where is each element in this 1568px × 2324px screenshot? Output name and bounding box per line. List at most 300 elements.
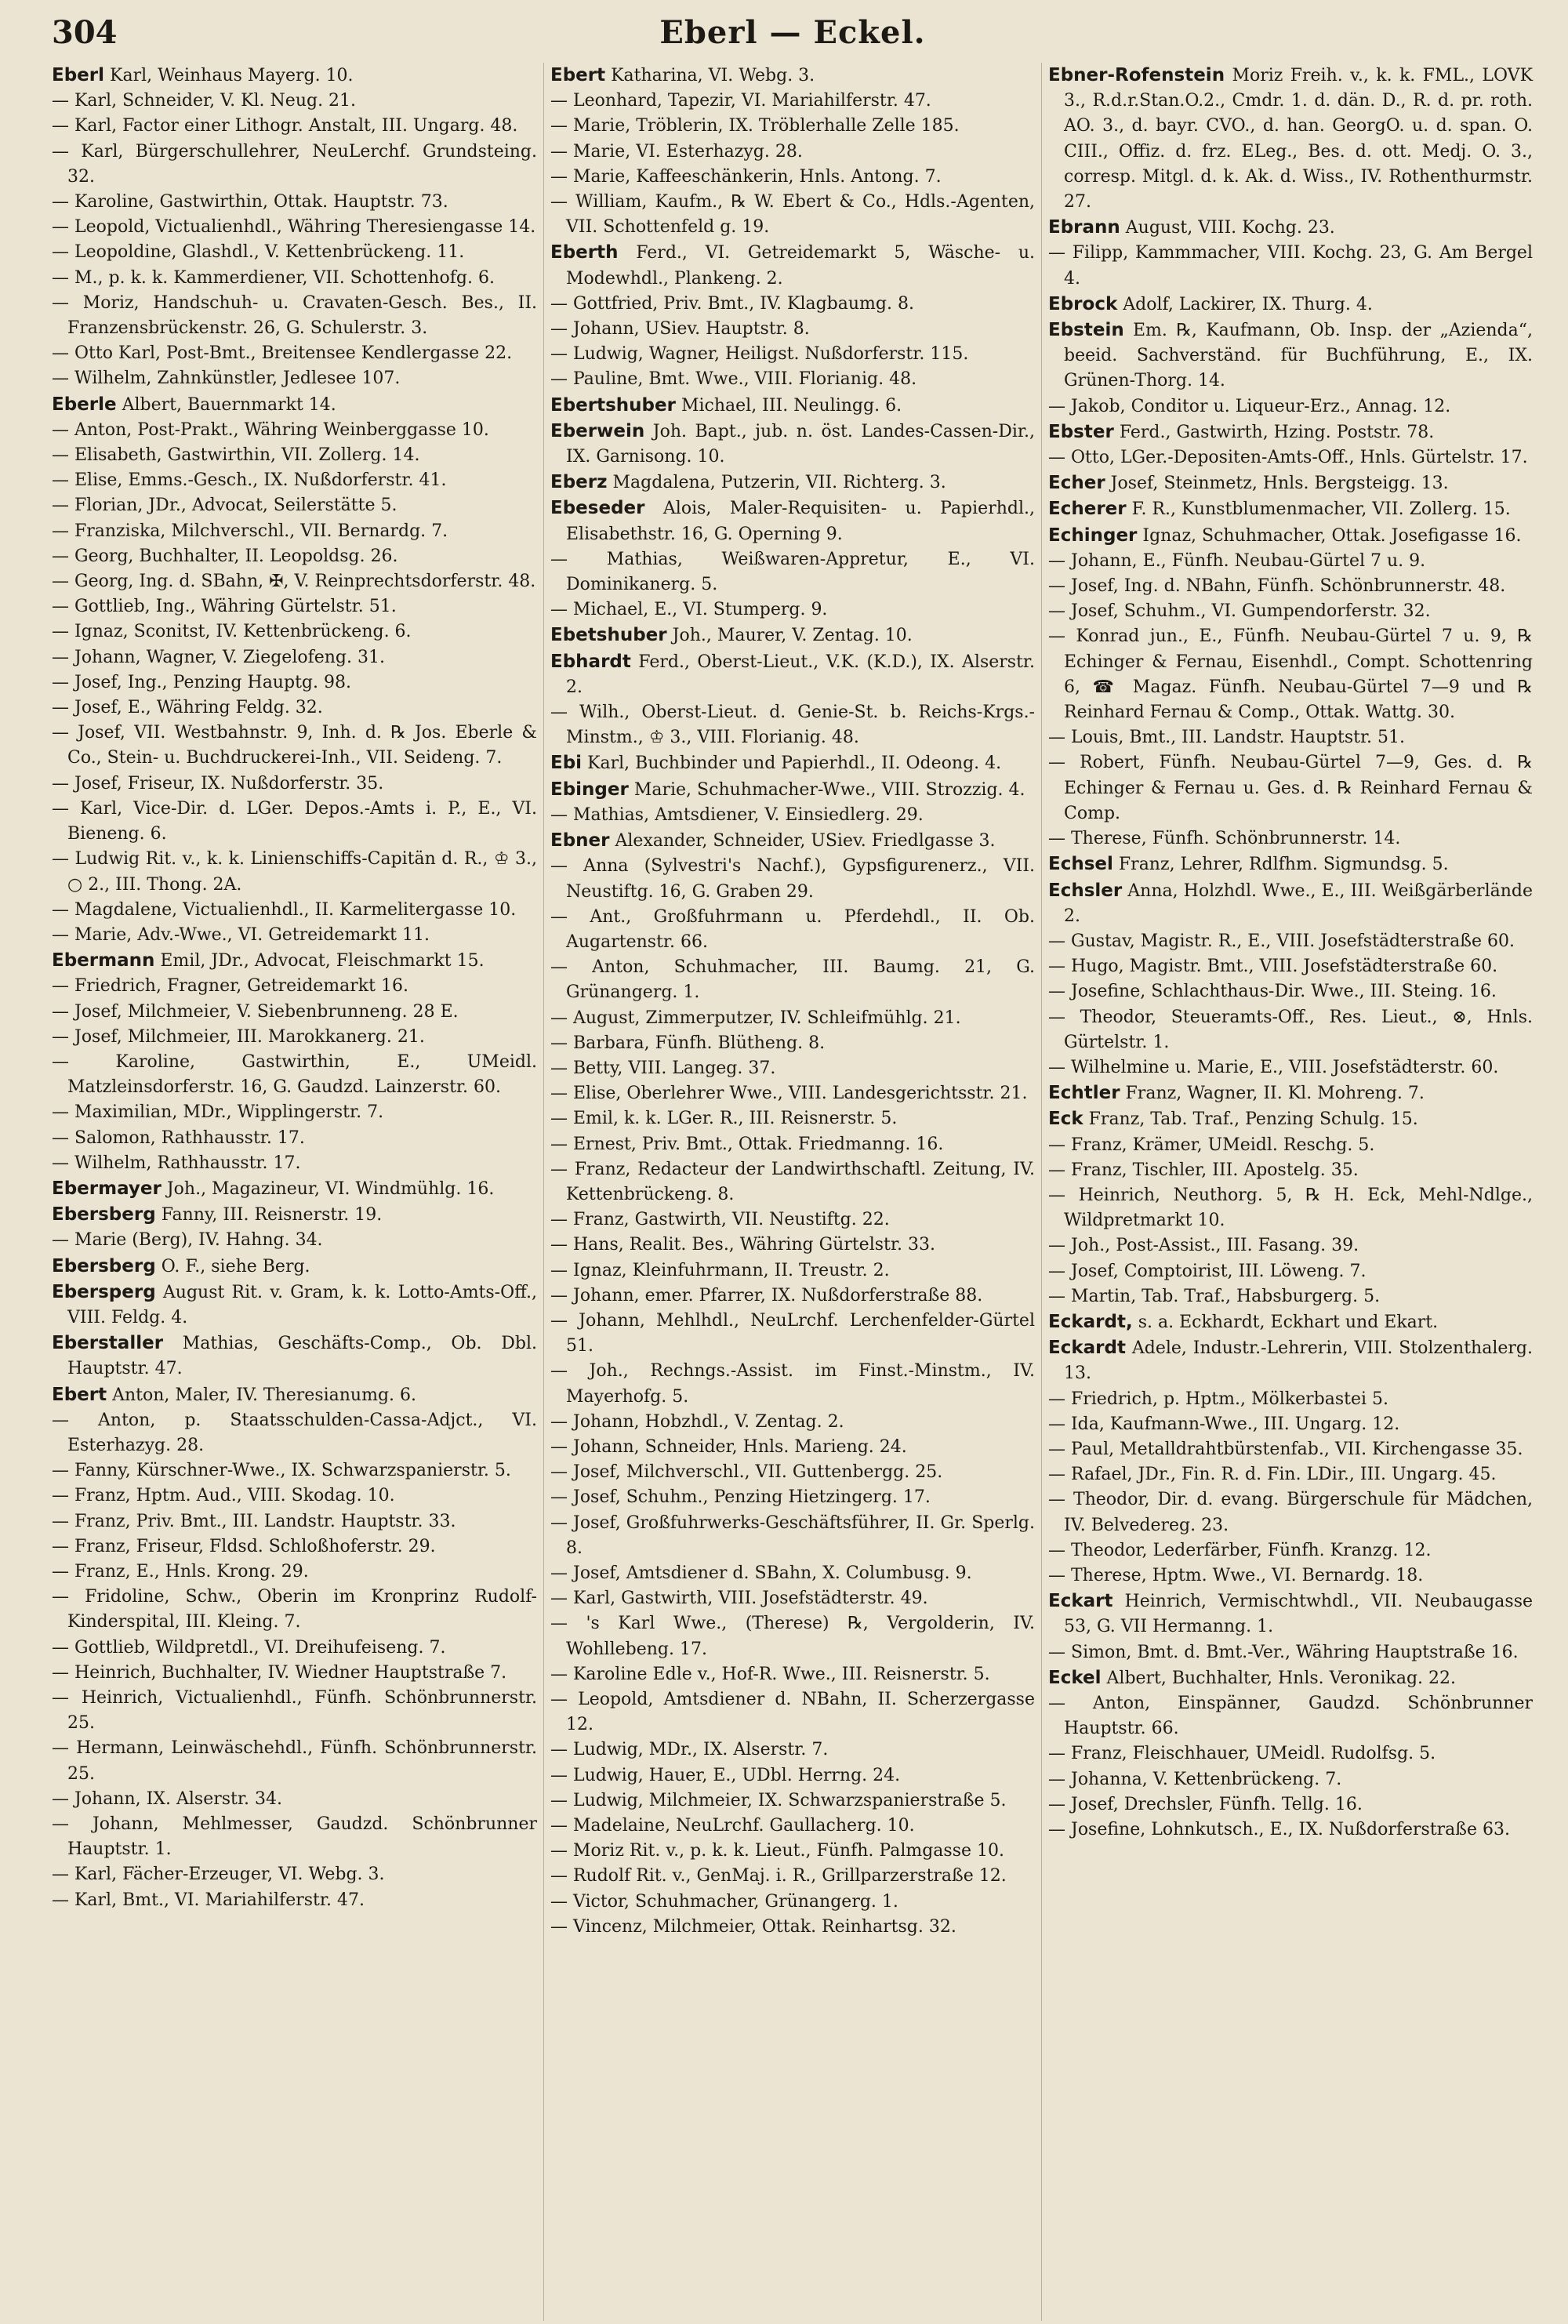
directory-entry bbox=[52, 519, 537, 544]
entry-text: — Ignaz, Kleinfuhrmann, II. Treustr. 2. bbox=[550, 1260, 890, 1280]
entry-text: — Johann, Mehlmesser, Gaudzd. Schönbrunner Hauptstr. 1. bbox=[52, 1814, 537, 1860]
entry-text: s. a. Eckhardt, Eckhart und Ekart. bbox=[1138, 1312, 1439, 1332]
directory-entry bbox=[52, 1888, 537, 1913]
directory-entry bbox=[52, 1661, 537, 1686]
directory-entry bbox=[550, 342, 1035, 367]
entry-surname: Ebster bbox=[1048, 421, 1114, 442]
entry-surname: Eck bbox=[1048, 1109, 1083, 1130]
directory-entry bbox=[550, 1207, 1035, 1233]
entry-surname: Eckart bbox=[1048, 1591, 1113, 1612]
entry-text: — Josef, Ing. d. NBahn, Fünfh. Schönbrunnerstr. 48. bbox=[1048, 576, 1506, 597]
directory-entry bbox=[1048, 852, 1533, 877]
entry-surname: Ebert bbox=[550, 65, 606, 85]
directory-entry bbox=[52, 645, 537, 670]
directory-entry bbox=[52, 721, 537, 771]
entry-text: — Franz, Krämer, UMeidl. Reschg. 5. bbox=[1048, 1135, 1375, 1155]
directory-entry bbox=[550, 140, 1035, 165]
directory-entry bbox=[52, 392, 537, 418]
directory-entry bbox=[1048, 292, 1533, 318]
entry-text: Adele, Industr.-Lehrerin, VIII. Stolzenthalerg. 13. bbox=[1064, 1338, 1533, 1384]
entry-text: — Wilhelmine u. Marie, E., VIII. Josefstädterstr. 60. bbox=[1048, 1057, 1499, 1077]
entry-surname: Echerer bbox=[1048, 499, 1127, 520]
entry-text: — Joh., Post-Assist., III. Fasang. 39. bbox=[1048, 1236, 1359, 1256]
directory-entry bbox=[550, 1258, 1035, 1284]
entry-text: — Karl, Schneider, V. Kl. Neug. 21. bbox=[52, 91, 357, 111]
entry-text: — Gottlieb, Ing., Währing Gürtelstr. 51. bbox=[52, 597, 397, 617]
directory-entry bbox=[52, 923, 537, 948]
page-number: 304 bbox=[52, 14, 118, 51]
entry-text: — Franz, Tischler, III. Apostelg. 35. bbox=[1048, 1160, 1359, 1180]
entry-text: — Anton, Schuhmacher, III. Baumg. 21, G. Grünangerg. 1. bbox=[550, 957, 1035, 1003]
directory-entry bbox=[52, 1636, 537, 1661]
entry-text: — Franz, Priv. Bmt., III. Landstr. Hauptstr. 33. bbox=[52, 1511, 456, 1531]
entry-text: — 's Karl Wwe., (Therese) ℞, Vergolderin, IV. Wohllebeng. 17. bbox=[550, 1614, 1035, 1659]
entry-text: — Hans, Realit. Bes., Währing Gürtelstr. 33. bbox=[550, 1235, 935, 1255]
entry-text: Emil, JDr., Advocat, Fleischmarkt 15. bbox=[160, 951, 485, 971]
entry-text: — Vincenz, Milchmeier, Ottak. Reinhartsg. 32. bbox=[550, 1916, 956, 1937]
directory-entry bbox=[52, 772, 537, 797]
entry-text: — Josef, Großfuhrwerks-Geschäftsführer, II. Gr. Sperlg. 8. bbox=[550, 1512, 1035, 1558]
directory-entry bbox=[550, 1864, 1035, 1889]
directory-entry bbox=[52, 1408, 537, 1458]
directory-entry bbox=[550, 1561, 1035, 1586]
entry-text: — Franz, Hptm. Aud., VIII. Skodag. 10. bbox=[52, 1486, 395, 1506]
entry-text: — Moriz, Handschuh- u. Cravaten-Gesch. Bes., II. Franzensbrückenstr. 26, G. Schulerstr. 3. bbox=[52, 292, 537, 339]
directory-entry bbox=[550, 828, 1035, 854]
entry-text: — Marie, Tröblerin, IX. Tröblerhalle Zelle 185. bbox=[550, 116, 960, 136]
entry-text: — Josef, Schuhm., Penzing Hietzingerg. 17. bbox=[550, 1487, 931, 1508]
entry-text: — Wilhelm, Rathhausstr. 17. bbox=[52, 1153, 301, 1173]
entry-text: — Josef, Milchmeier, V. Siebenbrunneng. 28 E. bbox=[52, 1001, 459, 1022]
directory-entry bbox=[52, 1228, 537, 1253]
entry-text: — Ludwig Rit. v., k. k. Linienschiffs-Capitän d. R., ♔ 3., ○ 2., III. Thong. 2A. bbox=[52, 849, 537, 895]
entry-text: Franz, Lehrer, Rdlfhm. Sigmundsg. 5. bbox=[1118, 855, 1449, 875]
directory-entry bbox=[1048, 1665, 1533, 1691]
directory-entry bbox=[52, 1534, 537, 1560]
entry-surname: Ebertshuber bbox=[550, 394, 676, 416]
entry-surname: Ebersberg bbox=[52, 1255, 156, 1276]
entry-text: — Betty, VIII. Langeg. 37. bbox=[550, 1058, 776, 1078]
entry-surname: Eberl bbox=[52, 65, 105, 85]
directory-entry bbox=[1048, 215, 1533, 241]
entry-text: — Heinrich, Neuthorg. 5, ℞ H. Eck, Mehl-Ndlge., Wildpretmarkt 10. bbox=[1048, 1185, 1533, 1231]
directory-entry bbox=[550, 597, 1035, 623]
directory-entry bbox=[550, 292, 1035, 317]
directory-entry bbox=[52, 114, 537, 139]
directory-entry bbox=[550, 1611, 1035, 1661]
directory-entry bbox=[1048, 318, 1533, 394]
entry-surname: Ebstein bbox=[1048, 320, 1124, 341]
directory-entry bbox=[52, 240, 537, 265]
entry-text: — Gustav, Magistr. R., E., VIII. Josefstädterstraße 60. bbox=[1048, 931, 1515, 951]
entry-text: Marie, Schuhmacher-Wwe., VIII. Strozzig. 4. bbox=[633, 779, 1025, 800]
entry-text: — Josef, Milchmeier, III. Marokkanerg. 21. bbox=[52, 1026, 425, 1047]
directory-entry bbox=[550, 89, 1035, 114]
directory-entry bbox=[550, 803, 1035, 828]
directory-entry bbox=[550, 470, 1035, 496]
entry-text: — Salomon, Rathhausstr. 17. bbox=[52, 1128, 305, 1148]
entry-text: — Fanny, Kürschner-Wwe., IX. Schwarzspanierstr. 5. bbox=[52, 1461, 511, 1481]
entry-surname: Eckel bbox=[1048, 1667, 1102, 1688]
entry-surname: Eberth bbox=[550, 242, 619, 263]
directory-entry bbox=[550, 1485, 1035, 1510]
entry-text: — Johann, E., Fünfh. Neubau-Gürtel 7 u. 9. bbox=[1048, 550, 1426, 571]
directory-entry bbox=[52, 670, 537, 695]
entry-text: — Therese, Fünfh. Schönbrunnerstr. 14. bbox=[1048, 829, 1401, 849]
entry-text: Franz, Wagner, II. Kl. Mohreng. 7. bbox=[1125, 1084, 1425, 1104]
directory-entry bbox=[52, 594, 537, 619]
directory-entry bbox=[1048, 954, 1533, 979]
entry-text: — Karl, Bmt., VI. Mariahilferstr. 47. bbox=[52, 1890, 365, 1910]
directory-entry bbox=[52, 493, 537, 518]
entry-surname: Ebner-Rofenstein bbox=[1048, 65, 1225, 85]
directory-entry bbox=[1048, 1335, 1533, 1386]
entry-surname: Ebrock bbox=[1048, 293, 1118, 314]
entry-text: — Josef, Friseur, IX. Nußdorferstr. 35. bbox=[52, 773, 384, 793]
directory-entry bbox=[1048, 1005, 1533, 1055]
entry-surname: Echtler bbox=[1048, 1083, 1120, 1104]
directory-entry bbox=[550, 1511, 1035, 1561]
entry-text: — Mathias, Amtsdiener, V. Einsiedlerg. 29. bbox=[550, 804, 924, 825]
entry-text: — Elisabeth, Gastwirthin, VII. Zollerg. 14. bbox=[52, 445, 420, 466]
entry-text: — Karl, Gastwirth, VIII. Josefstädterstr. 49. bbox=[550, 1589, 928, 1609]
directory-entry bbox=[550, 1662, 1035, 1687]
entry-text: Joh. Bapt., jub. n. öst. Landes-Cassen-Dir., IX. Garnisong. 10. bbox=[566, 421, 1035, 467]
directory-entry bbox=[52, 898, 537, 923]
entry-text: — Paul, Metalldrahtbürstenfab., VII. Kirchengasse 35. bbox=[1048, 1439, 1523, 1459]
entry-text: — Moriz Rit. v., p. k. k. Lieut., Fünfh. Palmgasse 10. bbox=[550, 1841, 1004, 1861]
entry-text: Ignaz, Schuhmacher, Ottak. Josefigasse 16. bbox=[1142, 525, 1522, 546]
entry-text: — Johann, USiev. Hauptstr. 8. bbox=[550, 319, 810, 340]
entry-text: — Karoline Edle v., Hof-R. Wwe., III. Reisnerstr. 5. bbox=[550, 1664, 990, 1684]
entry-surname: Ebinger bbox=[550, 779, 629, 800]
entry-text: Mathias, Geschäfts-Comp., Ob. Dbl. Hauptstr. 47. bbox=[67, 1334, 537, 1379]
entry-text: — Josef, Schuhm., VI. Gumpendorferstr. 32. bbox=[1048, 601, 1431, 622]
directory-entry bbox=[550, 1435, 1035, 1460]
directory-entry bbox=[1048, 549, 1533, 574]
directory-entry bbox=[1048, 878, 1533, 929]
directory-entry bbox=[550, 240, 1035, 291]
directory-entry bbox=[550, 317, 1035, 342]
entry-text: — Victor, Schuhmacher, Grünangerg. 1. bbox=[550, 1891, 898, 1912]
entry-text: — Emil, k. k. LGer. R., III. Reisnerstr. 5. bbox=[550, 1109, 898, 1129]
entry-text: Ferd., Gastwirth, Hzing. Poststr. 78. bbox=[1119, 422, 1435, 442]
entry-text: — Marie, Adv.-Wwe., VI. Getreidemarkt 11. bbox=[52, 924, 430, 945]
entry-text: — Maximilian, MDr., Wipplingerstr. 7. bbox=[52, 1102, 384, 1123]
entry-text: — Johanna, V. Kettenbrückeng. 7. bbox=[1048, 1769, 1342, 1789]
entry-text: — Simon, Bmt. d. Bmt.-Ver., Währing Hauptstraße 16. bbox=[1048, 1642, 1519, 1662]
running-head: Eberl — Eckel. bbox=[659, 14, 926, 51]
entry-text: — Josef, VII. Westbahnstr. 9, Inh. d. ℞ Jos. Eberle & Co., Stein- u. Buchdruckerei-Inh., VII. Seideng. 7. bbox=[52, 723, 537, 768]
entry-text: — Josefine, Lohnkutsch., E., IX. Nußdorferstraße 63. bbox=[1048, 1820, 1510, 1840]
directory-entry bbox=[52, 443, 537, 468]
entry-text: — Johann, Hobzhdl., V. Zentag. 2. bbox=[550, 1411, 844, 1432]
entry-text: — Josef, Drechsler, Fünfh. Tellg. 16. bbox=[1048, 1794, 1363, 1814]
directory-entry bbox=[52, 1331, 537, 1382]
entry-text: — Joh., Rechngs.-Assist. im Finst.-Minstm., IV. Mayerhofg. 5. bbox=[550, 1361, 1035, 1407]
directory-entry bbox=[52, 1560, 537, 1585]
entry-text: — Josef, Comptoirist, III. Löweng. 7. bbox=[1048, 1261, 1367, 1281]
entry-text: Karl, Weinhaus Mayerg. 10. bbox=[110, 66, 354, 85]
entry-text: — Franz, Redacteur der Landwirthschaftl. Zeitung, IV. Kettenbrückeng. 8. bbox=[550, 1159, 1035, 1204]
directory-entry bbox=[1048, 1080, 1533, 1106]
directory-entry bbox=[1048, 419, 1533, 445]
directory-entry bbox=[1048, 1412, 1533, 1437]
directory-entry bbox=[1048, 241, 1533, 291]
directory-entry bbox=[52, 1126, 537, 1151]
directory-entry bbox=[1048, 1183, 1533, 1233]
entry-text: — Fridoline, Schw., Oberin im Kronprinz Rudolf-Kinderspital, III. Kleing. 7. bbox=[52, 1587, 537, 1632]
entry-text: — Karl, Bürgerschullehrer, NeuLerchf. Grundsteing. 32. bbox=[52, 141, 537, 187]
directory-entry bbox=[550, 1132, 1035, 1157]
directory-entry bbox=[52, 1585, 537, 1635]
entry-text: — Robert, Fünfh. Neubau-Gürtel 7—9, Ges. d. ℞ Echinger & Fernau u. Ges. d. ℞ Reinhard Fernau & Comp. bbox=[1048, 753, 1533, 823]
entry-text: — Rudolf Rit. v., GenMaj. i. R., Grillparzerstraße 12. bbox=[550, 1866, 1007, 1886]
directory-entry bbox=[550, 1157, 1035, 1207]
page-header bbox=[45, 11, 1540, 63]
directory-entry bbox=[550, 777, 1035, 803]
entry-text: — Magdalene, Victualienhdl., II. Karmelitergasse 10. bbox=[52, 899, 517, 920]
directory-entry bbox=[52, 215, 537, 240]
entry-surname: Eberwein bbox=[550, 420, 645, 441]
entry-surname: Ebner bbox=[550, 830, 610, 852]
directory-entry bbox=[52, 695, 537, 721]
entry-text: — Leopold, Amtsdiener d. NBahn, II. Scherzergasse 12. bbox=[550, 1690, 1035, 1735]
directory-entry bbox=[550, 1763, 1035, 1788]
directory-entry bbox=[52, 1202, 537, 1228]
directory-entry bbox=[1048, 1259, 1533, 1284]
entry-surname: Ebersperg bbox=[52, 1281, 156, 1302]
entry-text: — Gottlieb, Wildpretdl., VI. Dreihufeiseng. 7. bbox=[52, 1637, 446, 1658]
entry-text: — Franziska, Milchverschl., VII. Bernardg. 7. bbox=[52, 521, 448, 541]
entry-surname: Eckardt bbox=[1048, 1338, 1126, 1359]
entry-text: Anna, Holzhdl. Wwe., E., III. Weißgärberlände 2. bbox=[1064, 881, 1533, 926]
column-1 bbox=[45, 63, 543, 2321]
directory-entry bbox=[52, 544, 537, 569]
entry-surname: Eckardt, bbox=[1048, 1311, 1133, 1332]
directory-entry bbox=[1048, 1741, 1533, 1767]
directory-entry bbox=[52, 366, 537, 391]
directory-entry bbox=[1048, 1487, 1533, 1538]
directory-entry bbox=[1048, 445, 1533, 470]
directory-entry bbox=[550, 1890, 1035, 1915]
entry-text: — Barbara, Fünfh. Blütheng. 8. bbox=[550, 1033, 826, 1053]
entry-text: — Mathias, Weißwaren-Appretur, E., VI. Dominikanerg. 5. bbox=[550, 549, 1035, 595]
directory-entry bbox=[52, 1050, 537, 1100]
directory-entry bbox=[1048, 1538, 1533, 1563]
entry-text: — Otto Karl, Post-Bmt., Breitensee Kendlergasse 22. bbox=[52, 343, 513, 364]
directory-entry bbox=[550, 165, 1035, 190]
columns bbox=[45, 63, 1540, 2321]
directory-entry bbox=[1048, 496, 1533, 522]
entry-text: — August, Zimmerputzer, IV. Schleifmühlg. 21. bbox=[550, 1008, 961, 1028]
entry-text: Albert, Buchhalter, Hnls. Veronikag. 22. bbox=[1106, 1668, 1457, 1688]
directory-entry bbox=[52, 569, 537, 594]
directory-entry bbox=[550, 1586, 1035, 1611]
entry-surname: Ebermayer bbox=[52, 1178, 162, 1199]
entry-text: — Wilhelm, Zahnkünstler, Jedlesee 107. bbox=[52, 369, 401, 389]
directory-entry bbox=[52, 468, 537, 493]
directory-entry bbox=[1048, 1792, 1533, 1817]
entry-surname: Ebermann bbox=[52, 950, 155, 971]
directory-entry bbox=[52, 1509, 537, 1534]
entry-text: — Theodor, Dir. d. evang. Bürgerschule für Mädchen, IV. Belvedereg. 23. bbox=[1048, 1490, 1533, 1535]
entry-text: Moriz Freih. v., k. k. FML., LOVK 3., R.d.r.Stan.O.2., Cmdr. 1. d. dän. D., R. d. pr. roth. AO. 3., d. bayr. CVO., d. han. GeorgO. u. d. span. O. CIII., Offiz. d. frz. ELeg., Bes. d. ott. Medj. O. 3., corresp. Mitgl. d. k. Ak. d. Wiss., IV. Rothenthurmstr. 27. bbox=[1064, 66, 1533, 212]
directory-entry bbox=[52, 1686, 537, 1736]
entry-surname: Ebetshuber bbox=[550, 625, 667, 646]
entry-surname: Ebersberg bbox=[52, 1204, 156, 1226]
entry-text: — Leonhard, Tapezir, VI. Mariahilferstr. 47. bbox=[550, 91, 931, 111]
directory-entry bbox=[52, 847, 537, 897]
directory-entry bbox=[1048, 1158, 1533, 1183]
entry-text: Joh., Magazineur, VI. Windmühlg. 16. bbox=[166, 1178, 495, 1199]
entry-text: — Ida, Kaufmann-Wwe., III. Ungarg. 12. bbox=[1048, 1414, 1400, 1434]
directory-entry bbox=[1048, 725, 1533, 750]
directory-entry bbox=[52, 1254, 537, 1280]
directory-entry bbox=[1048, 1284, 1533, 1309]
entry-surname: Ebi bbox=[550, 753, 583, 774]
directory-entry bbox=[52, 948, 537, 974]
directory-entry bbox=[1048, 624, 1533, 725]
entry-text: — Marie, Kaffeeschänkerin, Hnls. Antong. 7. bbox=[550, 166, 942, 187]
directory-entry bbox=[550, 905, 1035, 955]
entry-text: — Leopold, Victualienhdl., Währing Theresiengasse 14. bbox=[52, 217, 536, 238]
entry-surname: Echsel bbox=[1048, 854, 1113, 875]
entry-surname: Ebeseder bbox=[550, 498, 645, 519]
directory-entry bbox=[52, 1000, 537, 1025]
entry-text: Karl, Buchbinder und Papierhdl., II. Odeong. 4. bbox=[587, 753, 1002, 774]
entry-text: — Josef, Amtsdiener d. SBahn, X. Columbusg. 9. bbox=[550, 1563, 972, 1583]
entry-text: — Anna (Sylvestri's Nachf.), Gypsfigurenerz., VII. Neustiftg. 16, G. Graben 29. bbox=[550, 856, 1035, 902]
directory-entry bbox=[550, 1839, 1035, 1864]
entry-text: — Karoline, Gastwirthin, E., UMeidl. Matzleinsdorferstr. 16, G. Gaudzd. Lainzerstr. 60. bbox=[52, 1051, 537, 1098]
directory-entry bbox=[1048, 1767, 1533, 1792]
entry-text: — Johann, IX. Alserstr. 34. bbox=[52, 1788, 282, 1809]
directory-entry bbox=[52, 89, 537, 114]
entry-text: O. F., siehe Berg. bbox=[161, 1256, 310, 1276]
entry-text: Katharina, VI. Webg. 3. bbox=[611, 66, 815, 85]
directory-entry bbox=[550, 1284, 1035, 1309]
entry-text: — Martin, Tab. Traf., Habsburgerg. 5. bbox=[1048, 1286, 1381, 1306]
directory-entry bbox=[52, 1176, 537, 1202]
directory-entry bbox=[550, 114, 1035, 139]
directory-entry bbox=[52, 1151, 537, 1176]
directory-entry bbox=[550, 623, 1035, 648]
entry-text: — Michael, E., VI. Stumperg. 9. bbox=[550, 600, 828, 620]
entry-text: — Heinrich, Buchhalter, IV. Wiedner Hauptstraße 7. bbox=[52, 1662, 507, 1683]
entry-text: — Anton, Post-Prakt., Währing Weinberggasse 10. bbox=[52, 419, 489, 440]
directory-entry bbox=[550, 367, 1035, 392]
entry-text: — Jakob, Conditor u. Liqueur-Erz., Annag. 12. bbox=[1048, 396, 1451, 416]
entry-text: — Florian, JDr., Advocat, Seilerstätte 5. bbox=[52, 496, 397, 516]
entry-text: — Theodor, Steueramts-Off., Res. Lieut., ⊗, Hnls. Gürtelstr. 1. bbox=[1048, 1007, 1533, 1052]
entry-surname: Ebert bbox=[52, 1384, 107, 1405]
entry-text: — Heinrich, Victualienhdl., Fünfh. Schönbrunnerstr. 25. bbox=[52, 1688, 537, 1734]
directory-entry bbox=[52, 1382, 537, 1408]
entry-text: Magdalena, Putzerin, VII. Richterg. 3. bbox=[612, 473, 946, 493]
directory-entry bbox=[550, 1359, 1035, 1409]
entry-text: — Georg, Ing. d. SBahn, ✠, V. Reinprechtsdorferstr. 48. bbox=[52, 572, 536, 592]
entry-text: Adolf, Lackirer, IX. Thurg. 4. bbox=[1123, 294, 1373, 314]
directory-entry bbox=[550, 1006, 1035, 1031]
entry-surname: Ebhardt bbox=[550, 651, 631, 672]
directory-entry bbox=[550, 1106, 1035, 1131]
entry-text: — Johann, Mehlhdl., NeuLrchf. Lerchenfelder-Gürtel 51. bbox=[550, 1310, 1035, 1356]
directory-entry bbox=[1048, 63, 1533, 215]
entry-text: Albert, Bauernmarkt 14. bbox=[122, 394, 336, 415]
entry-text: — Franz, Friseur, Fldsd. Schloßhoferstr. 29. bbox=[52, 1536, 436, 1556]
directory-entry bbox=[1048, 1563, 1533, 1589]
directory-entry bbox=[550, 419, 1035, 470]
entry-text: — Franz, Gastwirth, VII. Neustiftg. 22. bbox=[550, 1210, 890, 1230]
directory-entry bbox=[1048, 574, 1533, 599]
directory-entry bbox=[1048, 1437, 1533, 1462]
entry-text: — Friedrich, Fragner, Getreidemarkt 16. bbox=[52, 976, 408, 997]
entry-text: — Karl, Factor einer Lithogr. Anstalt, III. Ungarg. 48. bbox=[52, 116, 518, 136]
entry-text: — Theodor, Lederfärber, Fünfh. Kranzg. 12. bbox=[1048, 1540, 1432, 1560]
entry-text: — Ludwig, MDr., IX. Alserstr. 7. bbox=[550, 1740, 829, 1760]
entry-text: — Otto, LGer.-Depositen-Amts-Off., Hnls. Gürtelstr. 17. bbox=[1048, 448, 1528, 468]
entry-text: — Marie, VI. Esterhazyg. 28. bbox=[550, 141, 803, 162]
directory-entry bbox=[550, 1814, 1035, 1839]
directory-entry bbox=[1048, 750, 1533, 826]
entry-text: — Hugo, Magistr. Bmt., VIII. Josefstädterstraße 60. bbox=[1048, 957, 1498, 977]
entry-text: — Johann, Schneider, Hnls. Marieng. 24. bbox=[550, 1436, 907, 1457]
entry-text: — Louis, Bmt., III. Landstr. Hauptstr. 51. bbox=[1048, 728, 1406, 748]
directory-entry bbox=[550, 955, 1035, 1005]
directory-entry bbox=[550, 1309, 1035, 1359]
directory-entry bbox=[1048, 1133, 1533, 1158]
directory-entry bbox=[1048, 1640, 1533, 1665]
directory-entry bbox=[52, 1812, 537, 1862]
entry-text: — M., p. k. k. Kammerdiener, VII. Schottenhofg. 6. bbox=[52, 267, 495, 288]
directory-entry bbox=[1048, 979, 1533, 1004]
entry-text: Alexander, Schneider, USiev. Friedlgasse 3. bbox=[615, 831, 996, 852]
directory-entry bbox=[52, 1280, 537, 1331]
entry-text: Ferd., Oberst-Lieut., V.K. (K.D.), IX. Alserstr. 2. bbox=[566, 652, 1036, 697]
directory-entry bbox=[52, 341, 537, 366]
directory-entry bbox=[1048, 394, 1533, 419]
entry-text: — Anton, p. Staatsschulden-Cassa-Adjct., VI. Esterhazyg. 28. bbox=[52, 1410, 537, 1455]
directory-entry bbox=[52, 266, 537, 291]
entry-text: — Josef, Ing., Penzing Hauptg. 98. bbox=[52, 672, 351, 692]
entry-text: — Ludwig, Milchmeier, IX. Schwarzspanierstraße 5. bbox=[550, 1790, 1007, 1810]
entry-text: — Johann, emer. Pfarrer, IX. Nußdorferstraße 88. bbox=[550, 1285, 983, 1305]
entry-text: — Friedrich, p. Hptm., Mölkerbastei 5. bbox=[1048, 1389, 1389, 1409]
entry-text: — Georg, Buchhalter, II. Leopoldsg. 26. bbox=[52, 546, 398, 566]
directory-entry bbox=[1048, 599, 1533, 624]
directory-entry bbox=[52, 190, 537, 215]
directory-entry bbox=[1048, 1055, 1533, 1080]
directory-entry bbox=[52, 1787, 537, 1812]
entry-text: — Rafael, JDr., Fin. R. d. Fin. LDir., III. Ungarg. 45. bbox=[1048, 1465, 1497, 1485]
entry-surname: Echer bbox=[1048, 473, 1105, 494]
column-3 bbox=[1041, 63, 1539, 2321]
entry-text: — Hermann, Leinwäschehdl., Fünfh. Schönbrunnerstr. 25. bbox=[52, 1738, 537, 1784]
entry-text: — Josef, E., Währing Feldg. 32. bbox=[52, 698, 323, 718]
directory-entry bbox=[550, 1031, 1035, 1056]
entry-text: August Rit. v. Gram, k. k. Lotto-Amts-Off., VIII. Feldg. 4. bbox=[67, 1282, 537, 1327]
entry-text: — Ludwig, Hauer, E., UDbl. Herrng. 24. bbox=[550, 1765, 901, 1785]
entry-text: — Karoline, Gastwirthin, Ottak. Hauptstr. 73. bbox=[52, 192, 448, 212]
directory-entry bbox=[550, 1233, 1035, 1258]
entry-surname: Eberz bbox=[550, 472, 608, 493]
entry-surname: Eberle bbox=[52, 394, 117, 415]
directory-entry bbox=[550, 1081, 1035, 1106]
entry-text: — Karl, Vice-Dir. d. LGer. Depos.-Amts i. P., E., VI. Bieneng. 6. bbox=[52, 798, 537, 844]
directory-entry bbox=[1048, 1106, 1533, 1132]
column-2 bbox=[543, 63, 1041, 2321]
